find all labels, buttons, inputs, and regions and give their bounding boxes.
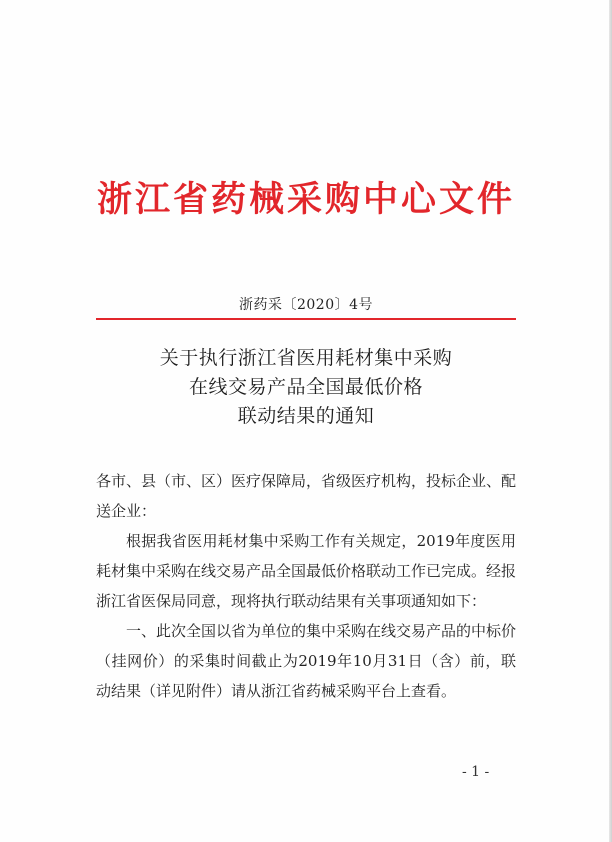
title-line-2: 在线交易产品全国最低价格 (188, 376, 423, 398)
red-divider-line (96, 318, 516, 320)
paragraph-2: 一、此次全国以省为单位的集中采购在线交易产品的中标价（挂网价）的采集时间截止为2019年10月31日（含）前，联动结果（详见附件）请从浙江省药械采购平台上查看。 (96, 622, 517, 700)
notice-title (0, 344, 612, 431)
title-line-1: 关于执行浙江省医用耗材集中采购 (159, 347, 453, 369)
paragraph-1: 根据我省医用耗材集中采购工作有关规定，2019年度医用耗材集中采购在线交易产品全国最低价格联动工作已完成。经报浙江省医保局同意，现将执行联动结果有关事项通知如下： (96, 532, 517, 610)
masthead-title: 浙江省药械采购中心文件 (96, 179, 515, 220)
notice-body (96, 466, 516, 706)
title-line-3: 联动结果的通知 (237, 405, 375, 427)
document-number: 浙药采〔2020〕4号 (238, 297, 374, 313)
salutation: 各市、县（市、区）医疗保障局，省级医疗机构，投标企业、配送企业： (96, 472, 517, 520)
page-number: - 1 - (462, 764, 490, 780)
